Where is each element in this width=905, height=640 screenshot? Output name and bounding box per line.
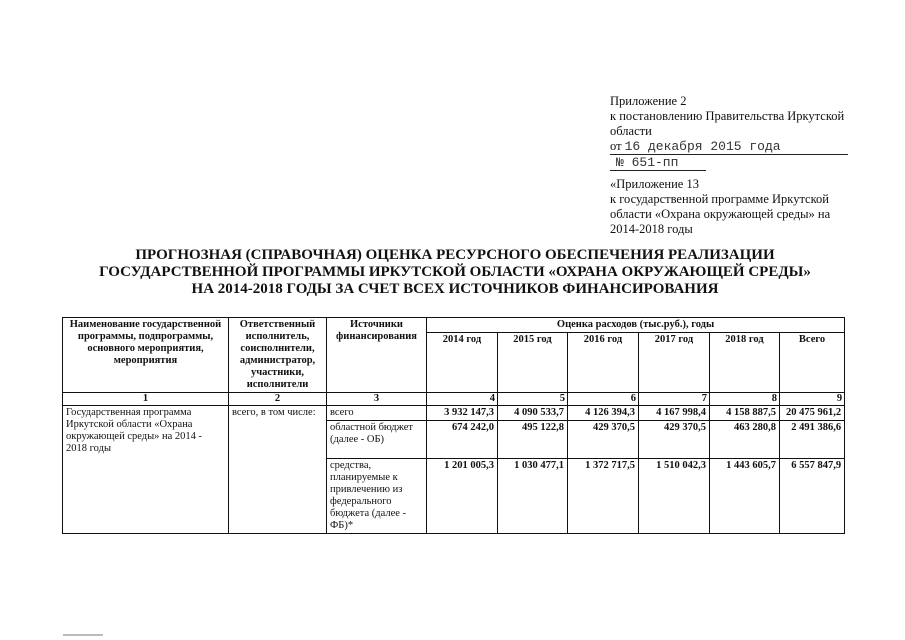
value-2015: 495 122,8	[498, 421, 568, 459]
header-total: Всего	[780, 333, 845, 393]
index-cell: 6	[568, 393, 639, 406]
index-cell: 4	[427, 393, 498, 406]
index-cell: 8	[710, 393, 780, 406]
index-row	[63, 393, 845, 406]
value-2014: 3 932 147,3	[427, 406, 498, 421]
title-line: НА 2014-2018 ГОДЫ ЗА СЧЕТ ВСЕХ ИСТОЧНИКОВ ФИНАНСИРОВАНИЯ	[191, 281, 719, 297]
source-cell: средства, планируемые к привлечению из федерального бюджета (далее - ФБ)*	[327, 459, 427, 534]
appendix-line: к постановлению Правительства Иркутской	[610, 109, 845, 123]
index-cell: 7	[639, 393, 710, 406]
appendix-line: к государственной программе Иркутской	[610, 192, 829, 206]
date-prefix: от	[610, 139, 622, 153]
date-value: 16 декабря 2015 года	[624, 139, 781, 154]
appendix-block	[610, 94, 858, 237]
header-year-2014: 2014 год	[427, 333, 498, 393]
header-name: Наименование государственной программы, подпрограммы, основного мероприятия, мероприятия	[63, 318, 229, 393]
index-cell: 9	[780, 393, 845, 406]
appendix-line: области	[610, 124, 652, 138]
index-cell: 5	[498, 393, 568, 406]
header-year-2016: 2016 год	[568, 333, 639, 393]
header-year-2018: 2018 год	[710, 333, 780, 393]
program-name: Государственная программа Иркутской области «Охрана окружающей среды» на 2014 - 2018 годы	[63, 406, 229, 534]
document-title	[60, 247, 850, 298]
value-total: 2 491 386,6	[780, 421, 845, 459]
source-cell: всего	[327, 406, 427, 421]
funding-table	[62, 317, 845, 534]
value-2018: 1 443 605,7	[710, 459, 780, 534]
value-2018: 463 280,8	[710, 421, 780, 459]
appendix-line: «Приложение 13	[610, 177, 699, 191]
header-year-2015: 2015 год	[498, 333, 568, 393]
value-2014: 1 201 005,3	[427, 459, 498, 534]
scan-mark	[63, 634, 103, 636]
appendix-line: Приложение 2	[610, 94, 687, 108]
source-cell: областной бюджет (далее - ОБ)	[327, 421, 427, 459]
header-estimate: Оценка расходов (тыс.руб.), годы	[427, 318, 845, 333]
value-total: 20 475 961,2	[780, 406, 845, 421]
title-line: ГОСУДАРСТВЕННОЙ ПРОГРАММЫ ИРКУТСКОЙ ОБЛАСТИ «ОХРАНА ОКРУЖАЮЩЕЙ СРЕДЫ»	[99, 264, 811, 280]
resolution-number	[610, 155, 706, 171]
title-line: ПРОГНОЗНАЯ (СПРАВОЧНАЯ) ОЦЕНКА РЕСУРСНОГО ОБЕСПЕЧЕНИЯ РЕАЛИЗАЦИИ	[135, 247, 775, 263]
resolution-date	[610, 139, 848, 155]
table-row	[63, 406, 845, 421]
value-2014: 674 242,0	[427, 421, 498, 459]
value-2017: 429 370,5	[639, 421, 710, 459]
index-cell: 3	[327, 393, 427, 406]
header-sources: Источники финансирования	[327, 318, 427, 393]
index-cell: 1	[63, 393, 229, 406]
index-cell: 2	[229, 393, 327, 406]
value-2016: 429 370,5	[568, 421, 639, 459]
header-executor: Ответственный исполнитель, соисполнители, администратор, участники, исполнители	[229, 318, 327, 393]
value-2016: 4 126 394,3	[568, 406, 639, 421]
value-2015: 4 090 533,7	[498, 406, 568, 421]
appendix-line: области «Охрана окружающей среды» на	[610, 207, 831, 221]
value-2015: 1 030 477,1	[498, 459, 568, 534]
value-2017: 4 167 998,4	[639, 406, 710, 421]
number-value: № 651-пп	[616, 155, 679, 170]
executor-cell: всего, в том числе:	[229, 406, 327, 534]
value-2018: 4 158 887,5	[710, 406, 780, 421]
value-total: 6 557 847,9	[780, 459, 845, 534]
header-year-2017: 2017 год	[639, 333, 710, 393]
appendix-line: 2014-2018 годы	[610, 222, 693, 236]
value-2017: 1 510 042,3	[639, 459, 710, 534]
value-2016: 1 372 717,5	[568, 459, 639, 534]
